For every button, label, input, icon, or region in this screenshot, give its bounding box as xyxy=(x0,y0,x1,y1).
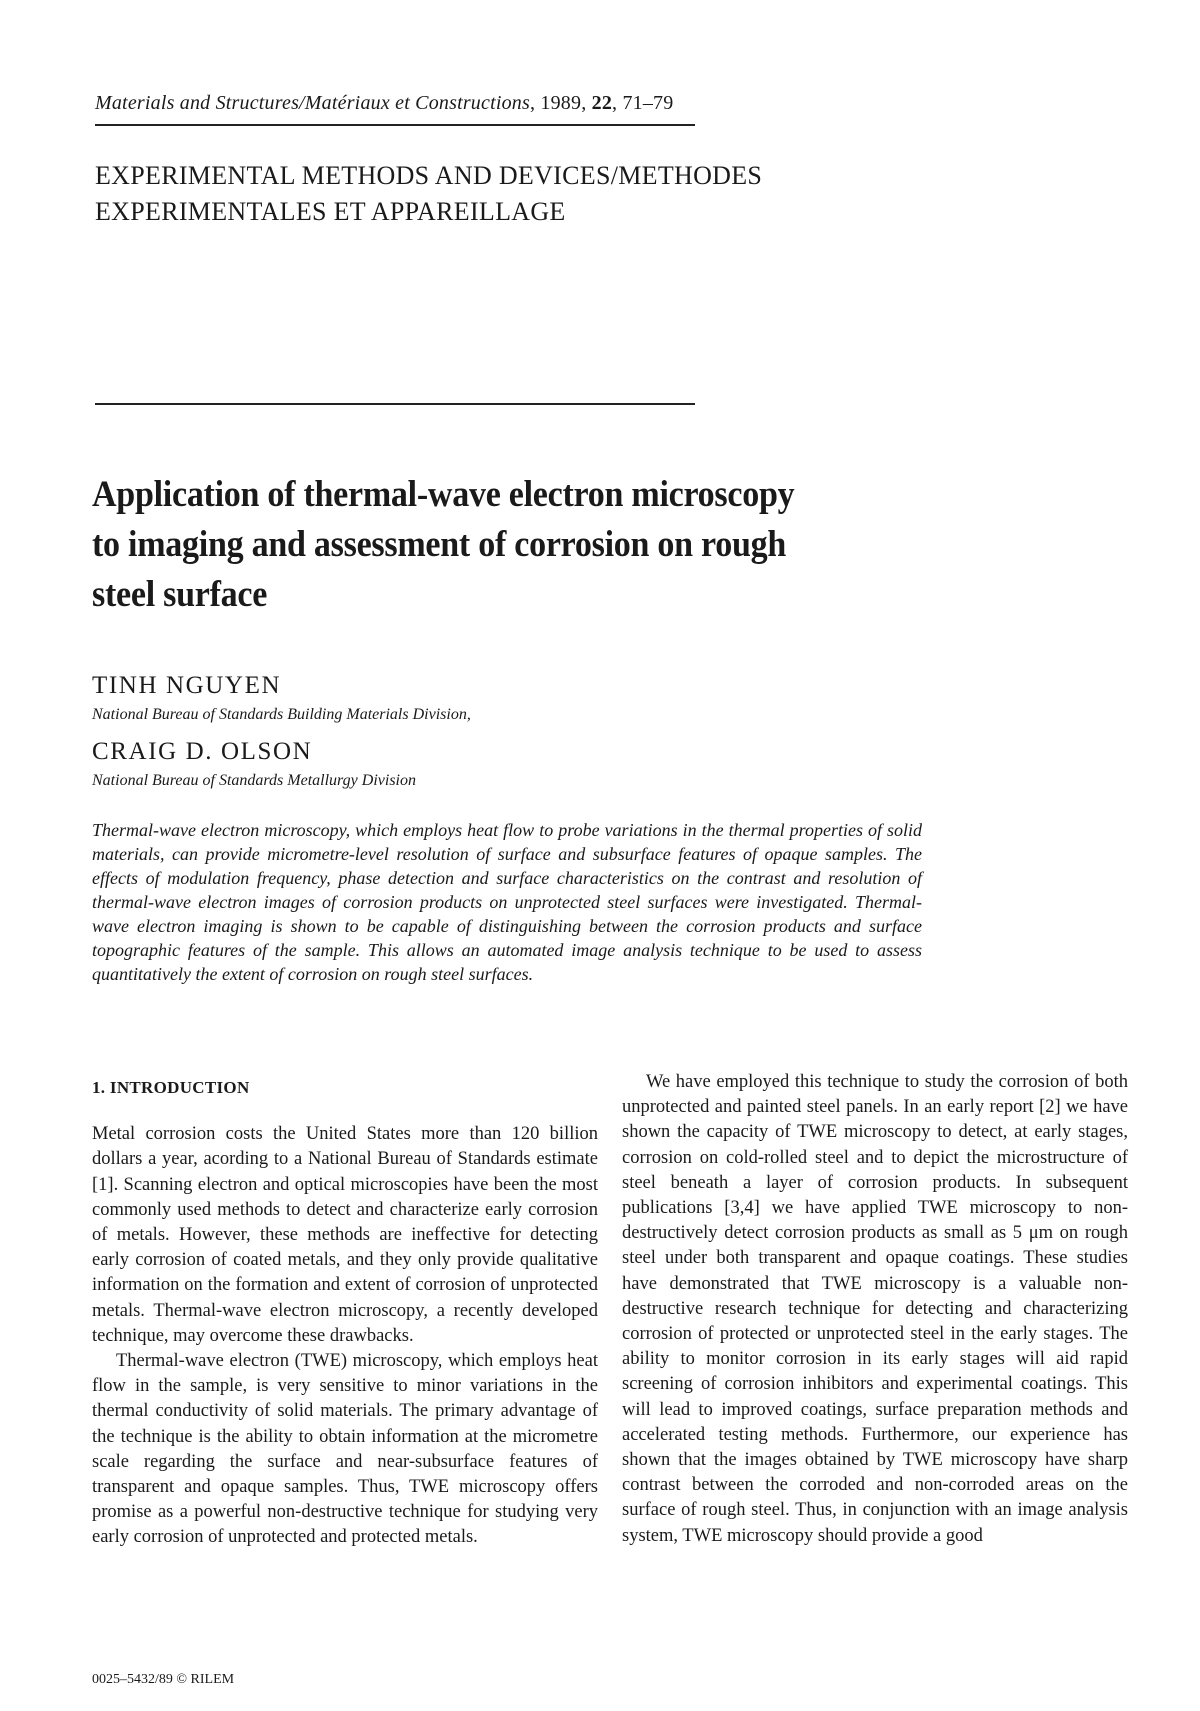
journal-title: Materials and Structures/Matériaux et Constructions xyxy=(95,92,530,114)
journal-year: 1989 xyxy=(540,92,582,114)
author-name-1: TINH NGUYEN xyxy=(92,672,282,699)
section-heading-line-2: EXPERIMENTALES ET APPAREILLAGE xyxy=(95,197,566,226)
section-heading xyxy=(95,158,762,230)
journal-volume: 22 xyxy=(591,92,613,114)
intro-paragraph-1: Metal corrosion costs the United States more than 120 billion dollars a year, acording to a National Bureau of Standards estimate [1]. Scanning electron and optical microscopies have been the most commonly used methods to detect and characterize early corrosion of metals. However, these methods are ineffective for detecting early corrosion of coated metals, and they only provide qualitative information on the formation and extent of corrosion of unprotected metals. Thermal-wave electron microscopy, a recently developed technique, may overcome these drawbacks. xyxy=(92,1124,598,1346)
intro-paragraph-2: Thermal-wave electron (TWE) microscopy, which employs heat flow in the sample, is very sensitive to minor variations in the thermal conductivity of solid materials. The primary advantage of the technique is the ability to obtain information at the micrometre scale regarding the surface and near-subsurface features of transparent and opaque samples. Thus, TWE microscopy offers promise as a powerful non-destructive technique for studying very early corrosion of unprotected and protected metals. xyxy=(92,1351,598,1548)
journal-citation: Materials and Structures/Matériaux et Constructions, 1989, 22, 71–79 xyxy=(95,92,674,114)
author-affiliation-1: National Bureau of Standards Building Materials Division, xyxy=(92,706,471,723)
header-rule xyxy=(95,124,695,126)
author-affiliation-2: National Bureau of Standards Metallurgy Division xyxy=(92,772,416,789)
section-heading-line-1: EXPERIMENTAL METHODS AND DEVICES/METHODES xyxy=(95,161,763,190)
abstract: Thermal-wave electron microscopy, which employs heat flow to probe variations in the thermal properties of solid materials, can provide micrometre-level resolution of surface and subsurface features of opaque samples. The effects of modulation frequency, phase detection and surface characteristics on the contrast and resolution of thermal-wave electron images of corrosion products on unprotected steel surfaces were investigated. Thermal-wave electron imaging is shown to be capable of distinguishing between the corrosion products and surface topographic features of the sample. This allows an automated image analysis technique to be used to assess quantitatively the extent of corrosion on rough steel surfaces. xyxy=(92,820,922,984)
left-column xyxy=(92,1075,598,1551)
journal-pages: 71–79 xyxy=(622,92,674,114)
article-title: Application of thermal-wave electron microscopy to imaging and assessment of corrosion on rough steel surface xyxy=(92,474,795,615)
footer-code: 0025–5432/89 © RILEM xyxy=(92,1672,235,1687)
intro-paragraph-3: We have employed this technique to study the corrosion of both unprotected and painted steel panels. In an early report [2] we have shown the capacity of TWE microscopy to detect, at early stages, corrosion on cold-rolled steel and to depict the microstructure of steel beneath a layer of corrosion products. In subsequent publications [3,4] we have applied TWE microscopy to non-destructively detect corrosion products as small as 5 μm on rough steel under both transparent and opaque coatings. These studies have demonstrated that TWE microscopy is a valuable non-destructive research technique for detecting and characterizing corrosion of protected or unprotected steel in the early stages. The ability to monitor corrosion in its early stages will aid rapid screening of corrosion inhibitors and experimental coatings. This will lead to improved coatings, surface preparation methods and accelerated testing methods. Furthermore, our experience has shown that the images obtained by TWE microscopy have sharp contrast between the corroded and non-corroded areas on the surface of rough steel. Thus, in conjunction with an image analysis system, TWE microscopy should provide a good xyxy=(622,1072,1128,1546)
section-rule xyxy=(95,403,695,405)
author-name-2: CRAIG D. OLSON xyxy=(92,738,313,765)
introduction-heading: 1. INTRODUCTION xyxy=(92,1078,250,1097)
right-column xyxy=(622,1070,1128,1549)
